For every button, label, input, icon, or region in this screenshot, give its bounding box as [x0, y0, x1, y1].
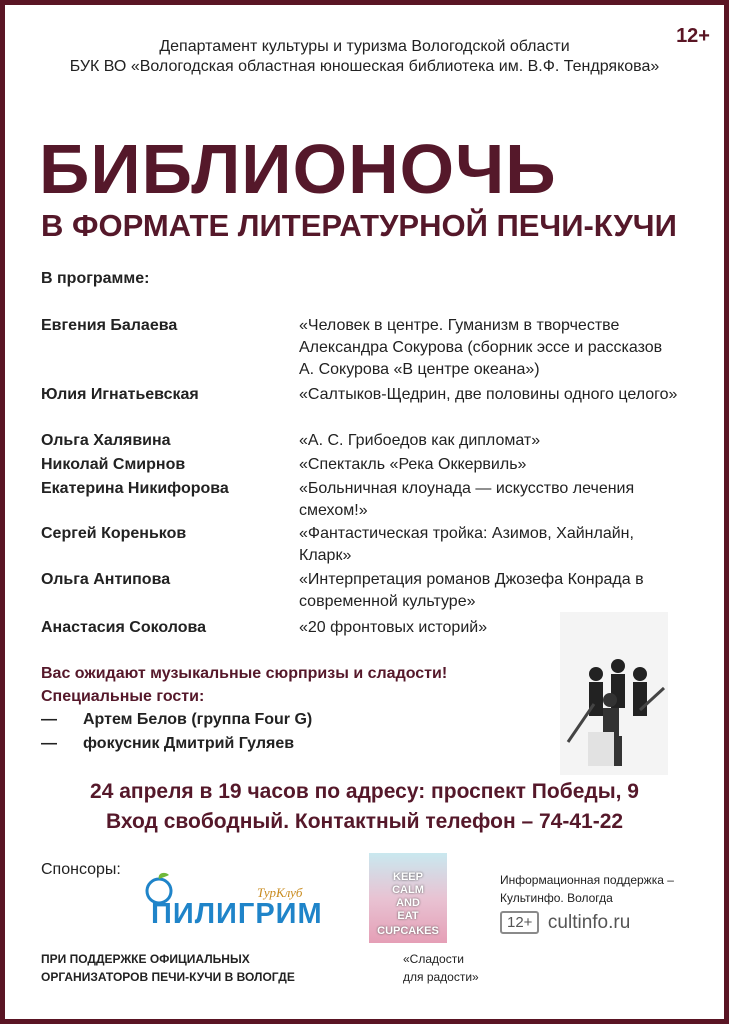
event-subtitle: В ФОРМАТЕ ЛИТЕРАТУРНОЙ ПЕЧИ-КУЧИ [41, 208, 677, 243]
support-line-1: ПРИ ПОДДЕРЖКЕ ОФИЦИАЛЬНЫХ [41, 952, 250, 966]
pilgrim-club: ТурКлуб [257, 885, 303, 900]
cupcakes-line: CALM [392, 884, 424, 896]
speaker-name: Ольга Халявина [41, 432, 171, 449]
speaker-name: Юлия Игнатьевская [41, 386, 199, 403]
sponsors-label: Спонсоры: [41, 861, 121, 878]
guests-heading: Специальные гости: [41, 688, 205, 705]
cultinfo-logo [500, 911, 630, 935]
speaker-name: Николай Смирнов [41, 456, 186, 473]
event-title: БИБЛИОНОЧЬ [39, 130, 557, 208]
talk-topic: «Человек в центре. Гуманизм в творчестве Александра Сокурова (сборник эссе и рассказов А. Сокурова «В центре океана») [299, 317, 663, 378]
guest-dash: — [41, 711, 57, 728]
surprise-note: Вас ожидают музыкальные сюрпризы и сладости! [41, 665, 448, 682]
pilgrim-logo [141, 865, 331, 929]
organizer [5, 37, 724, 77]
organizer-line-1: Департамент культуры и туризма Вологодской области [159, 38, 570, 55]
cupcakes-line: EAT [397, 910, 419, 922]
entry-contact: Вход свободный. Контактный телефон – 74-41-22 [105, 810, 624, 833]
guest-name: фокусник Дмитрий Гуляев [83, 735, 295, 752]
cultinfo-site: cultinfo.ru [547, 911, 631, 933]
organizer-line-2: БУК ВО «Вологодская областная юношеская библиотека им. В.Ф. Тендрякова» [69, 58, 660, 75]
age-rating: 12+ [676, 25, 710, 47]
talk-topic: «Салтыков-Щедрин, две половины одного целого» [299, 386, 678, 403]
cupcakes-line: AND [396, 897, 420, 909]
sweet-line-1: «Сладости [403, 952, 464, 966]
info-line-1: Информационная поддержка – [500, 873, 674, 887]
speaker-name: Ольга Антипова [41, 571, 171, 588]
cupcakes-line: KEEP [393, 871, 423, 883]
talk-topic: «Фантастическая тройка: Азимов, Хайнлайн, Кларк» [299, 525, 634, 564]
band-photo-illustration [560, 612, 668, 775]
guest-dash: — [41, 735, 57, 752]
poster [5, 5, 724, 1019]
talk-topic: «Спектакль «Река Оккервиль» [299, 456, 527, 473]
speaker-name: Екатерина Никифорова [41, 480, 229, 497]
info-line-2: Культинфо. Вологда [500, 891, 613, 905]
speaker-name: Евгения Балаева [41, 317, 178, 334]
guest-name: Артем Белов (группа Four G) [83, 711, 313, 728]
date-address: 24 апреля в 19 часов по адресу: проспект Победы, 9 [90, 780, 639, 803]
program-heading: В программе: [41, 270, 150, 287]
band-photo [560, 612, 668, 775]
sweet-caption [403, 950, 479, 986]
talk-topic: «20 фронтовых историй» [299, 619, 488, 636]
sweet-line-2: для радости» [403, 970, 479, 984]
cupcakes-logo [369, 853, 447, 943]
talk-topic: «Интерпретация романов Джозефа Конрада в современной культуре» [299, 571, 644, 610]
talk-topic: «А. С. Грибоедов как дипломат» [299, 432, 541, 449]
event-details [5, 777, 724, 837]
support-note [41, 950, 295, 986]
cultinfo-age-badge: 12+ [500, 911, 539, 934]
speaker-name: Анастасия Соколова [41, 619, 207, 636]
cupcakes-line: CUPCAKES [377, 925, 439, 937]
talk-topic: «Больничная клоунада — искусство лечения смехом!» [299, 480, 635, 519]
pilgrim-name: ПИЛИГРИМ [151, 898, 323, 930]
support-line-2: ОРГАНИЗАТОРОВ ПЕЧИ-КУЧИ В ВОЛОГДЕ [41, 970, 295, 984]
speaker-name: Сергей Кореньков [41, 525, 187, 542]
info-support [500, 871, 674, 907]
